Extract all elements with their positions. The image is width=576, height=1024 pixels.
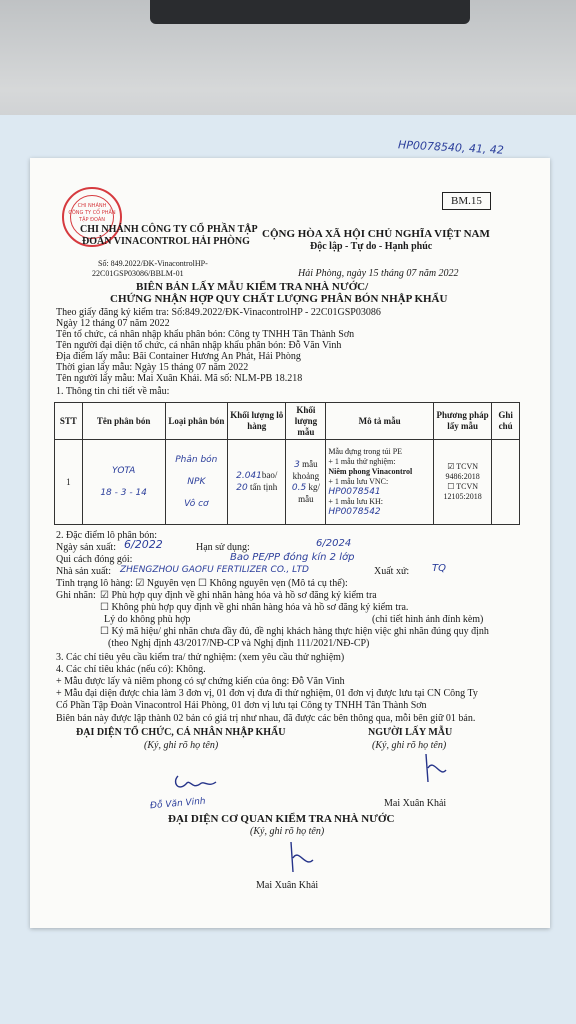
lot-status: Tình trạng lô hàng: ☑ Nguyên vẹn ☐ Không nguyên vẹn (Mô tả cụ thể): <box>56 578 348 589</box>
label-attachment: (chi tiết hình ảnh đính kèm) <box>372 614 484 625</box>
cell-sample: 3 mẫu khoảng 0.5 kg/ mẫu <box>286 440 326 525</box>
packing-label: Qui cách đóng gói: <box>56 554 133 565</box>
importer-rep-note: (Ký, ghi rõ họ tên) <box>144 740 219 751</box>
sampler-title: NGƯỜI LẤY MẪU <box>368 727 453 738</box>
doc-title-1: BIÊN BẢN LẤY MẪU KIỂM TRA NHÀ NƯỚC/ <box>136 281 369 293</box>
label-option: ☐ Không phù hợp quy định về ghi nhãn hàng hóa và hồ sơ đăng ký kiểm tra. <box>100 602 409 613</box>
org-line-1: CHI NHÁNH CÔNG TY CỔ PHẦN TẬP <box>80 224 258 235</box>
col-header: Loại phân bón <box>165 403 227 440</box>
col-header: Tên phân bón <box>82 403 165 440</box>
section3-line: 4. Các chỉ tiêu khác (nếu có): Không. <box>56 664 206 675</box>
section3-line: Cổ Phần Tập Đoàn Vinacontrol Hải Phòng, 01 đơn vị lưu tại Công ty TNHH Tân Thành Sơn <box>56 700 427 711</box>
cell-stt: 1 <box>55 440 83 525</box>
info-line: Ngày 12 tháng 07 năm 2022 <box>56 318 170 329</box>
origin-value: TQ <box>432 563 446 574</box>
laptop-edge <box>150 0 470 24</box>
col-header: Ghi chú <box>492 403 520 440</box>
label-option: ☐ Ký mã hiệu/ ghi nhãn chưa đầy đủ, đề nghị khách hàng thực hiện việc ghi nhãn đúng quy định <box>100 626 489 637</box>
section3-line: 3. Các chỉ tiêu yêu cầu kiểm tra/ thử nghiệm: (xem yêu cầu thử nghiệm) <box>56 652 345 663</box>
info-line: Địa điểm lấy mẫu: Bãi Container Hương An Phát, Hải Phòng <box>56 351 301 362</box>
maker-label: Nhà sản xuất: <box>56 566 111 577</box>
table-row <box>55 440 520 525</box>
info-line: 1. Thông tin chi tiết về mẫu: <box>56 386 170 397</box>
col-header: Khối lượng lô hàng <box>228 403 286 440</box>
origin-label: Xuất xứ: <box>374 566 410 577</box>
section3-line: + Mẫu đại diện được chia làm 3 đơn vị, 01 đơn vị đưa đi thử nghiệm, 01 đơn vị được lưu tại CN Công Ty <box>56 688 478 699</box>
sample-table <box>54 402 520 525</box>
handwritten-reference: HP0078540, 41, 42 <box>397 138 505 157</box>
importer-signature <box>170 770 220 796</box>
org-ref-1: Số: 849.2022/ĐK-VinacontrolHP- <box>98 259 208 268</box>
label-reason: Lý do không phù hợp <box>104 614 191 625</box>
nation-motto: Độc lập - Tự do - Hạnh phúc <box>310 241 433 252</box>
authority-rep-note: (Ký, ghi rõ họ tên) <box>250 826 325 837</box>
sampler-note: (Ký, ghi rõ họ tên) <box>372 740 447 751</box>
sampler-signature <box>420 752 450 786</box>
place-date: Hải Phòng, ngày 15 tháng 07 năm 2022 <box>298 268 459 279</box>
label-option: ☑ Phù hợp quy định về ghi nhãn hàng hóa và hồ sơ đăng ký kiểm tra <box>100 590 377 601</box>
section2-heading: 2. Đặc điểm lô phân bón: <box>56 530 158 541</box>
mfg-date-label: Ngày sản xuất: <box>56 542 116 553</box>
importer-name-handwritten: Đỗ Văn Vinh <box>149 796 206 812</box>
authority-name: Mai Xuân Khải <box>256 880 319 891</box>
importer-rep-title: ĐẠI DIỆN TỔ CHỨC, CÁ NHÂN NHẬP KHẨU <box>76 727 286 738</box>
exp-date-label: Hạn sử dụng: <box>196 542 250 553</box>
info-line: Tên tổ chức, cá nhân nhập khẩu phân bón: Công ty TNHH Tân Thành Sơn <box>56 329 355 340</box>
label-heading: Ghi nhãn: <box>56 590 96 601</box>
mfg-date-value: 6/2022 <box>124 538 163 551</box>
section3-line: Biên bản này được lập thành 02 bản có giá trị như nhau, đã được các bên thông qua, mỗi bên giữ 01 bản. <box>56 713 476 724</box>
authority-rep-title: ĐẠI DIỆN CƠ QUAN KIỂM TRA NHÀ NƯỚC <box>168 813 395 825</box>
form-code-box: BM.15 <box>442 192 491 210</box>
info-line: Thời gian lấy mẫu: Ngày 15 tháng 07 năm 2022 <box>56 362 249 373</box>
cell-type: Phân bón NPK Vô cơ <box>165 440 227 525</box>
sampler-name: Mai Xuân Khải <box>384 798 447 809</box>
cell-desc: Mẫu đựng trong túi PE + 1 mẫu thử nghiệm: Niêm phong Vinacontrol + 1 mẫu lưu VNC: HP0078541 + 1 mẫu lưu KH: HP0078542 <box>326 440 434 525</box>
cell-name: YOTA 18 - 3 - 14 <box>82 440 165 525</box>
info-line: Tên người đại diện tổ chức, cá nhân nhập khẩu phân bón: Đỗ Văn Vinh <box>56 340 342 351</box>
packing-value: Bao PE/PP đóng kín 2 lớp <box>230 552 355 563</box>
doc-title-2: CHỨNG NHẬN HỢP QUY CHẤT LƯỢNG PHÂN BÓN NHẬP KHẨU <box>110 293 448 305</box>
info-line: Theo giấy đăng ký kiểm tra: Số:849.2022/ĐK-VinacontrolHP - 22C01GSP03086 <box>56 307 381 318</box>
section3-line: + Mẫu được lấy và niêm phong có sự chứng kiến của ông: Đỗ Văn Vinh <box>56 676 345 687</box>
cell-lot: 2.041bao/ 20 tấn tịnh <box>228 440 286 525</box>
authority-signature <box>285 840 319 876</box>
nation-title: CỘNG HÒA XÃ HỘI CHỦ NGHĨA VIỆT NAM <box>262 228 490 240</box>
org-line-2: ĐOÀN VINACONTROL HẢI PHÒNG <box>82 236 250 247</box>
maker-value: ZHENGZHOU GAOFU FERTILIZER CO., LTD <box>120 565 309 575</box>
col-header: Khối lượng mẫu <box>286 403 326 440</box>
info-line: Tên người lấy mẫu: Mai Xuân Khải. Mã số: NLM-PB 18.218 <box>56 373 303 384</box>
cell-method: ☑ TCVN 9486:2018 ☐ TCVN 12105:2018 <box>433 440 491 525</box>
exp-date-value: 6/2024 <box>316 538 352 549</box>
col-header: STT <box>55 403 83 440</box>
label-decree: (theo Nghị định 43/2017/NĐ-CP và Nghị định 111/2021/NĐ-CP) <box>108 638 370 649</box>
cell-note <box>492 440 520 525</box>
company-seal: CHI NHÁNH CÔNG TY CỔ PHẦN TẬP ĐOÀN <box>62 187 122 247</box>
col-header: Phương pháp lấy mẫu <box>433 403 491 440</box>
org-ref-2: 22C01GSP03086/BBLM-01 <box>92 269 184 278</box>
col-header: Mô tả mẫu <box>326 403 434 440</box>
